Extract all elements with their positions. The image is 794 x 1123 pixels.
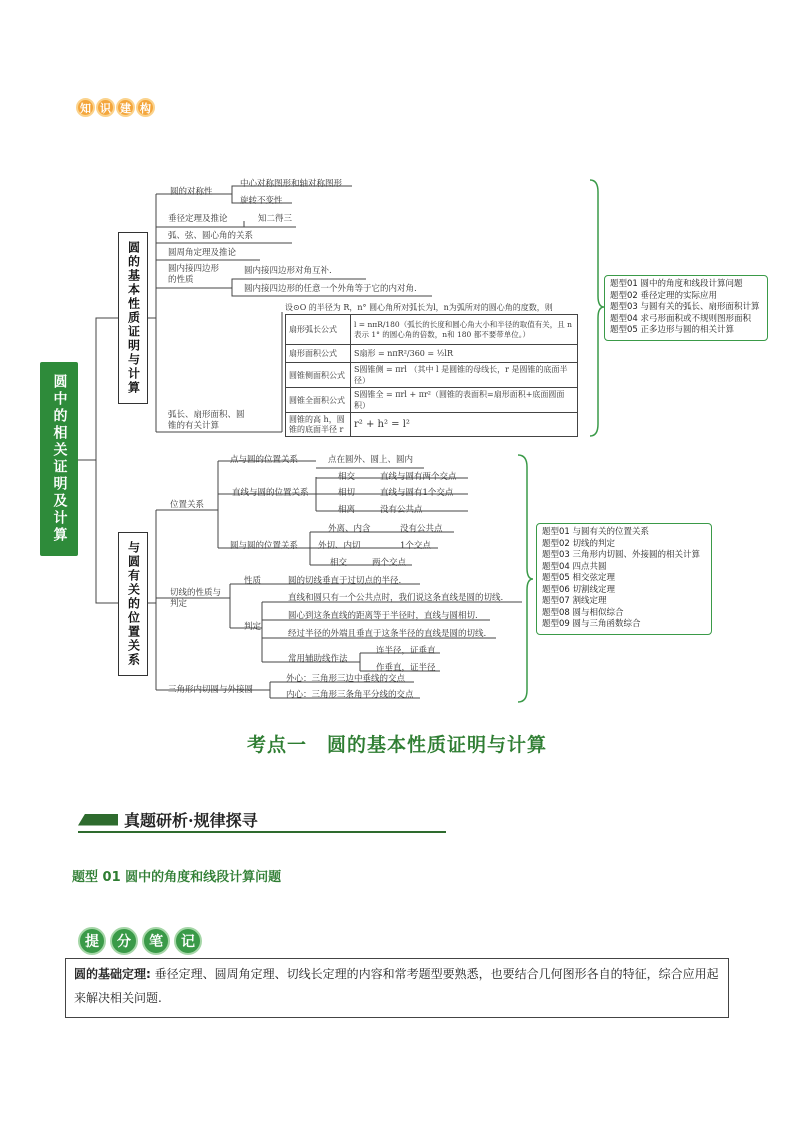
node-arc-chord: 弧、弦、圆心角的关系	[168, 231, 254, 241]
sub-header-text: 真题研析·规律探寻	[124, 811, 258, 830]
branch-label: 与圆有关的位置关系	[126, 541, 141, 667]
node-aux-child: 作垂直，证半径	[376, 663, 436, 673]
node-quad-child: 圆内接四边形对角互补.	[244, 266, 332, 276]
node-symmetry-child: 中心对称图形和轴对称图形	[240, 179, 343, 189]
section-title: 考点一 圆的基本性质证明与计算	[246, 734, 547, 756]
node-line-b: 直线与圆有1个交点	[380, 488, 454, 498]
note-box	[65, 958, 729, 1018]
node-tri-child: 外心：三角形三边中垂线的交点	[286, 674, 406, 684]
node-cc-a: 外切、内切	[318, 541, 361, 551]
node-line-circle: 直线与圆的位置关系	[232, 488, 309, 498]
formula-content: r² + h² = l²	[351, 413, 578, 437]
formula-content: S扇形 = nπR²/360 = ½lR	[351, 345, 578, 363]
type-item: 题型04 四点共圆	[542, 561, 607, 572]
node-line-a: 相交	[338, 472, 356, 482]
sub-header	[78, 808, 258, 831]
node-arc-area: 弧长、扇形面积、圆锥的有关计算	[168, 410, 245, 431]
node-cc-a: 相交	[330, 558, 348, 568]
node-line-a: 相离	[338, 505, 356, 515]
formula-name: 圆锥的高 h，圆锥的底面半径 r	[286, 413, 351, 437]
note-text: 垂径定理、圆周角定理、切线长定理的内容和常考题型要熟悉，也要结合几何图形各自的特征，综合应用起来解决相关问题.	[74, 967, 719, 1005]
node-aux: 常用辅助线作法	[288, 654, 348, 664]
type-item: 题型05 相交弦定理	[542, 573, 616, 583]
node-tri-child: 内心：三角形三条角平分线的交点	[286, 690, 414, 700]
note-badge-char: 记	[174, 927, 202, 955]
node-property: 性质	[244, 576, 262, 586]
node-perp-child: 知二得三	[258, 214, 293, 224]
formula-row	[286, 388, 578, 413]
node-line-b: 没有公共点	[380, 505, 423, 515]
node-cc-b: 两个交点	[372, 558, 407, 568]
node-tri: 三角形内切圆与外接圆	[168, 685, 254, 695]
note-badge-char: 笔	[142, 927, 170, 955]
node-quad: 圆内接四边形的性质	[168, 264, 220, 285]
node-line-a: 相切	[338, 488, 356, 498]
type-item: 题型01 圆中的角度和线段计算问题	[610, 279, 743, 289]
node-cc-a: 外离、内含	[328, 524, 371, 534]
root-label: 圆中的相关证明及计算	[51, 374, 68, 544]
badge-char: 识	[96, 98, 115, 117]
formula-name: 圆锥全面积公式	[286, 388, 351, 413]
node-point-circle: 点与圆的位置关系	[230, 455, 299, 465]
root-node	[40, 362, 78, 556]
formula-content: S圆锥全 = πrl + πr²（圆锥的表面积=扇形面积+底面圆面积）	[351, 388, 578, 413]
type-item: 题型04 求弓形面积或不规则图形面积	[610, 313, 752, 324]
type-item: 题型01 与圆有关的位置关系	[542, 527, 650, 537]
formula-content: l = nπR/180（弧长的长度和圆心角大小和半径的取值有关，且 n 表示 1° 的圆心角的倍数，n和 180 都不要带单位。）	[351, 315, 578, 345]
branch-positional-relations	[118, 532, 148, 676]
node-aux-child: 连半径，证垂直	[376, 646, 436, 656]
types-box-2	[536, 523, 712, 635]
type-item: 题型03 与圆有关的弧长、扇形面积计算	[610, 302, 760, 312]
formula-name: 扇形弧长公式	[286, 315, 351, 345]
node-line-b: 直线与圆有两个交点	[380, 472, 457, 482]
type-item: 题型08 圆与相似综合	[542, 607, 624, 618]
type-item: 题型05 正多边形与圆的相关计算	[610, 325, 735, 335]
note-bold: 圆的基础定理:	[74, 967, 151, 981]
header-bar-icon	[78, 814, 118, 826]
node-point-circle-child: 点在圆外、圆上、圆内	[328, 455, 414, 465]
note-badge-char: 提	[78, 927, 106, 955]
branch-label: 圆的基本性质证明与计算	[126, 241, 141, 395]
node-judge-child: 经过半径的外端且垂直于这条半径的直线是圆的切线.	[288, 629, 487, 639]
node-cc-b: 没有公共点	[400, 524, 443, 534]
node-circle-circle: 圆与圆的位置关系	[230, 541, 299, 551]
formula-row	[286, 345, 578, 363]
branch-basic-properties	[118, 232, 148, 404]
badge-char: 知	[76, 98, 95, 117]
formula-intro: 设⊙O 的半径为 R，n° 圆心角所对弧长为l，n为弧所对的圆心角的度数，则	[285, 303, 553, 312]
type-item: 题型02 垂径定理的实际应用	[610, 290, 718, 301]
type-item: 题型02 切线的判定	[542, 538, 616, 549]
node-tangent: 切线的性质与判定	[170, 588, 222, 609]
formula-content: S圆锥侧 = πrl （其中 l 是圆锥的母线长，r 是圆锥的底面半径）	[351, 363, 578, 388]
formula-row	[286, 315, 578, 345]
badge-char: 构	[136, 98, 155, 117]
formula-row	[286, 413, 578, 437]
node-judge: 判定	[244, 622, 262, 632]
type-item: 题型06 切割线定理	[542, 584, 616, 595]
node-property-child: 圆的切线垂直于过切点的半径.	[288, 576, 402, 586]
type-item: 题型07 割线定理	[542, 596, 607, 606]
question-type-title: 题型 01 圆中的角度和线段计算问题	[72, 870, 282, 885]
formula-table	[285, 314, 578, 437]
node-symmetry-child: 旋转不变性	[240, 196, 283, 206]
sub-header-underline	[78, 831, 446, 833]
types-box-1	[604, 275, 768, 341]
node-inscribed-angle: 圆周角定理及推论	[168, 248, 237, 258]
formula-name: 扇形面积公式	[286, 345, 351, 363]
node-judge-child: 圆心到这条直线的距离等于半径时，直线与圆相切.	[288, 611, 478, 621]
node-position: 位置关系	[170, 500, 205, 510]
node-cc-b: 1个交点	[400, 541, 431, 551]
node-quad-child: 圆内接四边形的任意一个外角等于它的内对角.	[244, 284, 417, 294]
node-symmetry: 圆的对称性	[170, 187, 213, 197]
node-perp: 垂径定理及推论	[168, 214, 228, 224]
type-item: 题型09 圆与三角函数综合	[542, 619, 641, 629]
type-item: 题型03 三角形内切圆、外接圆的相关计算	[542, 550, 701, 560]
badge-char: 建	[116, 98, 135, 117]
note-badge-char: 分	[110, 927, 138, 955]
node-judge-child: 直线和圆只有一个公共点时，我们说这条直线是圆的切线.	[288, 593, 504, 603]
note-badge	[78, 927, 202, 955]
formula-row	[286, 363, 578, 388]
formula-name: 圆锥侧面积公式	[286, 363, 351, 388]
